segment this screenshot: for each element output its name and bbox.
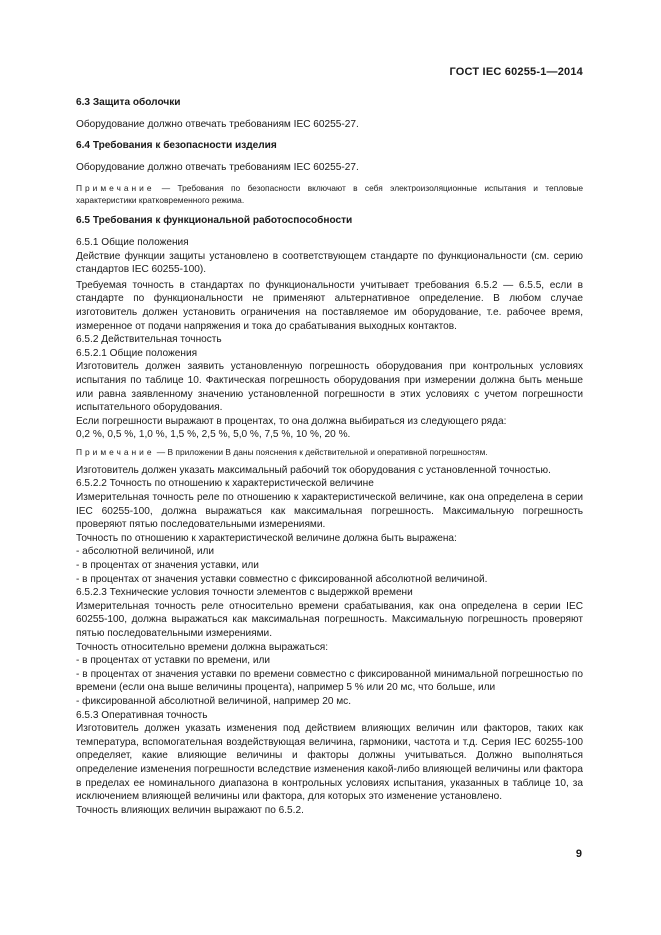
section-6-5-2-1-heading: 6.5.2.1 Общие положения [76,347,198,359]
note-label: Примечание [76,446,155,457]
section-6-3-heading: 6.3 Защита оболочки [76,97,181,108]
section-6-5-3-heading: 6.5.3 Оперативная точность [76,709,208,721]
paragraph: Изготовитель должен указать максимальный рабочий ток оборудования с установленной точностью. [76,464,551,476]
list-item: - в процентах от значения уставки по времени совместно с фиксированной минимальной погрешностью по времени (если она выше величины процента), например 5 % или 20 мс, что больше, или [76,668,583,694]
paragraph: Точность по отношению к характеристической величине должна быть выражена: [76,532,457,544]
section-6-5-2-heading: 6.5.2 Действительная точность [76,334,222,346]
paragraph: Точность относительно времени должна выражаться: [76,641,329,653]
section-6-5-2-2-heading: 6.5.2.2 Точность по отношению к характеристической величине [76,478,374,490]
section-6-4-text: Оборудование должно отвечать требованиям IEC 60255-27. [76,161,359,173]
section-6-5-2-1-note [76,446,583,458]
paragraph: Если погрешности выражают в процентах, то она должна выбираться из следующего ряда: [76,415,507,427]
section-6-5-1-heading: 6.5.1 Общие положения [76,236,189,248]
paragraph: Точность влияющих величин выражают по 6.5.2. [76,804,304,816]
note-label: Примечание [76,183,155,194]
list-item: - абсолютной величиной, или [76,546,215,558]
section-6-5-2-3-heading: 6.5.2.3 Технические условия точности элементов с выдержкой времени [76,587,413,599]
accuracy-series: 0,2 %, 0,5 %, 1,0 %, 1,5 %, 2,5 %, 5,0 %, 7,5 %, 10 %, 20 %. [76,429,351,441]
paragraph: Действие функции защиты установлено в соответствующем стандарте по функциональности (см. серию стандартов IEC 60255-100). [76,250,583,276]
paragraph: Измерительная точность реле относительно времени срабатывания, как она определена в серии IEC 60255-100, должна выражаться как максимальная погрешность. Максимальную погрешность проверяют пятью последовательными измерениями. [76,600,583,639]
paragraph: Измерительная точность реле по отношению к характеристической величине, как она определена в серии IEC 60255-100, должна выражаться как максимальная погрешность. Максимальную погрешность проверяют пятью последовательными измерениями. [76,492,583,531]
section-6-5-heading: 6.5 Требования к функциональной работоспособности [76,215,353,227]
list-item: - в процентах от значения уставки, или [76,560,259,572]
note-text: — Требования по безопасности включают в себя электроизоляционные испытания и тепловые характеристики кратковременного режима. [76,183,583,206]
section-6-4-heading: 6.4 Требования к безопасности изделия [76,140,277,152]
list-item: - в процентах от значения уставки совместно с фиксированной абсолютной величиной. [76,573,488,585]
list-item: - фиксированной абсолютной величиной, например 20 мс. [76,695,352,707]
page-number: 9 [575,848,582,860]
section-6-3-text: Оборудование должно отвечать требованиям IEC 60255-27. [76,118,359,130]
note-text: — В приложении В даны пояснения к действительной и оперативной погрешностям. [154,446,488,457]
document-body [76,96,583,817]
section-6-4-note [76,182,583,206]
document-header: ГОСТ IEC 60255-1—2014 [449,66,583,78]
paragraph: Требуемая точность в стандартах по функциональности учитывает требования 6.5.2 — 6.5.5, если в стандарте по функциональности не применяют альтернативное определение. В любом случае изготовитель должен установить ограничения на поставляемое им оборудование, т.е. рабочее время, измеренное от подачи напряжения и тока до срабатывания выходных контактов. [76,279,583,332]
list-item: - в процентах от уставки по времени, или [76,655,271,667]
paragraph: Изготовитель должен указать изменения под действием влияющих величин или факторов, таких как температура, вспомогательная воздействующая величина, гармоники, частота и т.д. Серия IEC 60255-100 определяет, какие влияющие величины и факторы должны учитываться. Должно выполняться определение изменения погрешности вследствие изменения какой-либо влияющей величины или фактора в пределах ее номинального диапазона в контрольных условиях испытания, указанных в таблице 10, за исключением влияющей величины или фактора, для которых это изменение установлено. [76,723,583,803]
paragraph: Изготовитель должен заявить установленную погрешность оборудования при контрольных условиях испытания по таблице 10. Фактическая погрешность оборудования при измерении должна быть меньше или равна заявленному значению установленной погрешности в этих условиях с учетом погрешности испытательного оборудования. [76,361,583,414]
